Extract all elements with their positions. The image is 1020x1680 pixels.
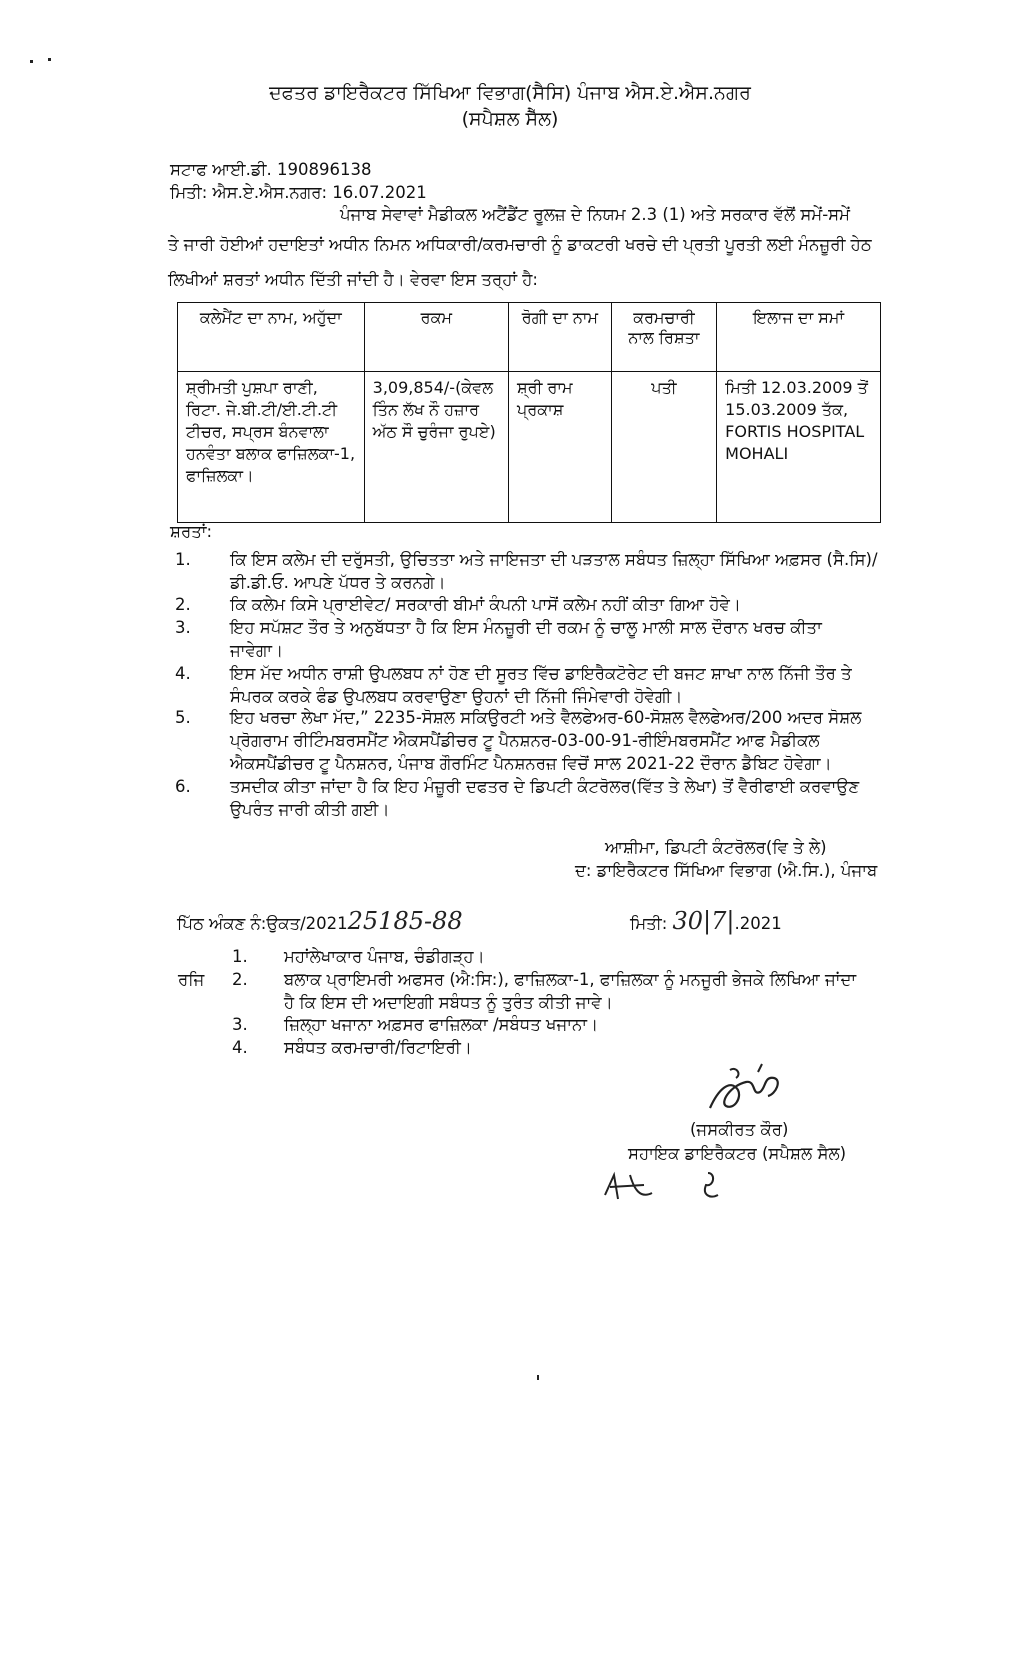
cell-amount: 3,09,854/-(ਕੇਵਲ ਤਿੰਨ ਲੱਖ ਨੌ ਹਜ਼ਾਰ ਅੱਠ ਸੌ ਚੁਰੰਜਾ ਰੁਪਏ)	[364, 372, 508, 523]
condition-number: 5.	[175, 708, 191, 727]
endorsement-label: ਪਿੱਠ ਅੰਕਣ ਨੰ:ਉਕਤ/2021	[177, 914, 348, 933]
staff-id: ਸਟਾਫ ਆਈ.ਡੀ. 190896138	[170, 160, 372, 179]
condition-text: ਇਹ ਸਪੱਸ਼ਟ ਤੌਰ ਤੇ ਅਨੁਬੱਧਤਾ ਹੈ ਕਿ ਇਸ ਮੰਨਜ਼ੂਰੀ ਦੀ ਰਕਮ ਨੂੰ ਚਾਲੂ ਮਾਲੀ ਸਾਲ ਦੌਰਾਨ ਖਰਚ ਕੀਤਾ	[230, 618, 822, 637]
intro-line-3: ਲਿਖੀਆਂ ਸ਼ਰਤਾਂ ਅਧੀਨ ਦਿੱਤੀ ਜਾਂਦੀ ਹੈ। ਵੇਰਵਾ ਇਸ ਤਰ੍ਹਾਂ ਹੈ:	[168, 270, 538, 289]
office-subheader: (ਸਪੈਸ਼ਲ ਸੈੱਲ)	[461, 108, 559, 130]
issue-date: ਮਿਤੀ: ਐਸ.ਏ.ਐਸ.ਨਗਰ: 16.07.2021	[170, 183, 427, 202]
condition-text: ਸੰਪਰਕ ਕਰਕੇ ਫੰਡ ਉਪਲਬਧ ਕਰਵਾਉਣਾ ਉਹਨਾਂ ਦੀ ਨਿੱਜੀ ਜਿੰਮੇਵਾਰੀ ਹੋਵੇਗੀ।	[230, 687, 683, 706]
condition-number: 1.	[175, 550, 191, 569]
scan-mark	[30, 60, 33, 63]
cell-claimant: ਸ਼੍ਰੀਮਤੀ ਪੁਸ਼ਪਾ ਰਾਣੀ, ਰਿਟਾ. ਜੇ.ਬੀ.ਟੀ/ਈ.ਟੀ.ਟੀ ਟੀਚਰ, ਸਪ੍ਰਸ ਬੰਨਵਾਲਾ ਹਨਵੰਤਾ ਬਲਾਕ ਫਾਜ਼ਿਲਕਾ-1, ਫਾਜ਼ਿਲਕਾ।	[178, 372, 365, 523]
endorsement-number	[177, 907, 463, 935]
header-relation: ਕਰਮਚਾਰੀ ਨਾਲ ਰਿਸ਼ਤਾ	[611, 303, 716, 372]
conditions-title: ਸ਼ਰਤਾਂ:	[170, 522, 213, 541]
scan-mark	[48, 58, 51, 61]
recipient-text: ਸਬੰਧਤ ਕਰਮਚਾਰੀ/ਰਿਟਾਇਰੀ।	[284, 1038, 472, 1057]
signatory-title: ਸਹਾਇਕ ਡਾਇਰੈਕਟਰ (ਸਪੈਸ਼ਲ ਸੈਲ)	[628, 1144, 847, 1163]
handwritten-endorsement-number: 25185-88	[347, 907, 463, 935]
date-label: ਮਿਤੀ:	[630, 914, 668, 933]
registered-prefix: ਰਜਿ	[178, 970, 205, 989]
signatory-name: (ਜਸਕੀਰਤ ਕੌਰ)	[690, 1120, 789, 1139]
header-treatment: ਇਲਾਜ ਦਾ ਸਮਾਂ	[717, 303, 881, 372]
intro-line-2: ਤੇ ਜਾਰੀ ਹੋਈਆਂ ਹਦਾਇਤਾਂ ਅਧੀਨ ਨਿਮਨ ਅਧਿਕਾਰੀ/ਕਰਮਚਾਰੀ ਨੂੰ ਡਾਕਟਰੀ ਖਰਚੇ ਦੀ ਪ੍ਰਤੀ ਪੂਰਤੀ ਲਈ ਮੰਨਜ਼ੂਰੀ ਹੇਠ	[168, 235, 872, 254]
claims-table	[177, 302, 881, 523]
cell-patient: ਸ਼੍ਰੀ ਰਾਮ ਪ੍ਰਕਾਸ਼	[509, 372, 612, 523]
recipient-text: ਬਲਾਕ ਪ੍ਰਾਇਮਰੀ ਅਫਸਰ (ਐ:ਸਿ:), ਫਾਜ਼ਿਲਕਾ-1, ਫਾਜ਼ਿਲਕਾ ਨੂੰ ਮਨਜੂਰੀ ਭੇਜਕੇ ਲਿਖਿਆ ਜਾਂਦਾ	[284, 970, 857, 989]
table-header-row	[178, 303, 881, 372]
header-claimant: ਕਲੇਮੈਂਟ ਦਾ ਨਾਮ, ਅਹੁੱਦਾ	[178, 303, 365, 372]
condition-number: 4.	[175, 664, 191, 683]
header-amount: ਰਕਮ	[364, 303, 508, 372]
header-patient: ਰੋਗੀ ਦਾ ਨਾਮ	[509, 303, 612, 372]
office-header: ਦਫਤਰ ਡਾਇਰੈਕਟਰ ਸਿੱਖਿਆ ਵਿਭਾਗ(ਸੈਸਿ) ਪੰਜਾਬ ਐਸ.ਏ.ਐਸ.ਨਗਰ	[269, 82, 751, 104]
recipient-number: 4.	[232, 1038, 248, 1057]
condition-text: ਇਹ ਖਰਚਾ ਲੇਖਾ ਮੱਦ,” 2235-ਸੋਸ਼ਲ ਸਕਿਉਰਟੀ ਅਤੇ ਵੈਲਫੇਅਰ-60-ਸੋਸ਼ਲ ਵੈਲਫੇਅਰ/200 ਅਦਰ ਸੋਸ਼ਲ	[230, 708, 862, 727]
condition-text: ਕਿ ਇਸ ਕਲੇਮ ਦੀ ਦਰੁੱਸਤੀ, ਉਚਿਤਤਾ ਅਤੇ ਜਾਇਜਤਾ ਦੀ ਪੜਤਾਲ ਸਬੰਧਤ ਜ਼ਿਲ੍ਹਾ ਸਿੱਖਿਆ ਅਫ਼ਸਰ (ਸੈ.ਸਿ)/	[230, 550, 878, 569]
condition-number: 6.	[175, 777, 191, 796]
recipient-text: ਮਹਾਂਲੇਖਾਕਾਰ ਪੰਜਾਬ, ਚੰਡੀਗੜ੍ਹ।	[284, 947, 485, 966]
condition-text: ਜਾਵੇਗਾ।	[230, 641, 284, 660]
condition-text: ਕਿ ਕਲੇਮ ਕਿਸੇ ਪ੍ਰਾਈਵੇਟ/ ਸਰਕਾਰੀ ਬੀਮਾਂ ਕੰਪਨੀ ਪਾਸੋਂ ਕਲੇਮ ਨਹੀਂ ਕੀਤਾ ਗਿਆ ਹੋਵੇ।	[230, 595, 741, 614]
approval-line-1: ਆਸ਼ੀਮਾ, ਡਿਪਟੀ ਕੰਟਰੋਲਰ(ਵਿ ਤੇ ਲੇ)	[605, 838, 827, 857]
condition-text: ਉਪਰੰਤ ਜਾਰੀ ਕੀਤੀ ਗਈ।	[230, 800, 390, 819]
cell-treatment: ਮਿਤੀ 12.03.2009 ਤੋਂ 15.03.2009 ਤੱਕ, FORTIS HOSPITAL MOHALI	[717, 372, 881, 523]
endorsement-date	[630, 907, 782, 935]
date-year: .2021	[734, 914, 782, 933]
recipient-text: ਹੈ ਕਿ ਇਸ ਦੀ ਅਦਾਇਗੀ ਸਬੰਧਤ ਨੂੰ ਤੁਰੰਤ ਕੀਤੀ ਜਾਵੇ।	[284, 993, 613, 1012]
initials-scribble	[600, 1165, 750, 1210]
scan-mark	[537, 1375, 539, 1380]
cell-relation: ਪਤੀ	[611, 372, 716, 523]
recipient-number: 2.	[232, 970, 248, 989]
condition-text: ਤਸਦੀਕ ਕੀਤਾ ਜਾਂਦਾ ਹੈ ਕਿ ਇਹ ਮੰਜ਼ੂਰੀ ਦਫਤਰ ਦੇ ਡਿਪਟੀ ਕੰਟਰੋਲਰ(ਵਿੱਤ ਤੇ ਲੇਖਾ) ਤੋਂ ਵੈਰੀਫਾਈ ਕਰਵਾਉਣ	[230, 777, 860, 796]
handwritten-date: 30|7|	[672, 907, 735, 935]
condition-number: 2.	[175, 595, 191, 614]
intro-line-1: ਪੰਜਾਬ ਸੇਵਾਵਾਂ ਮੈਡੀਕਲ ਅਟੈਂਡੈਂਟ ਰੂਲਜ਼ ਦੇ ਨਿਯਮ 2.3 (1) ਅਤੇ ਸਰਕਾਰ ਵੱਲੋਂ ਸਮੇਂ-ਸਮੇਂ	[340, 205, 851, 224]
condition-number: 3.	[175, 618, 191, 637]
recipient-number: 3.	[232, 1015, 248, 1034]
signature-image	[690, 1060, 800, 1120]
condition-text: ਡੀ.ਡੀ.ਓ. ਆਪਣੇ ਪੱਧਰ ਤੇ ਕਰਨਗੇ।	[230, 573, 446, 592]
recipient-number: 1.	[232, 947, 248, 966]
condition-text: ਇਸ ਮੱਦ ਅਧੀਨ ਰਾਸ਼ੀ ਉਪਲਬਧ ਨਾਂ ਹੋਣ ਦੀ ਸੂਰਤ ਵਿੱਚ ਡਾਇਰੈਕਟੋਰੇਟ ਦੀ ਬਜਟ ਸ਼ਾਖਾ ਨਾਲ ਨਿੱਜੀ ਤੌਰ ਤੇ	[230, 664, 852, 683]
table-row	[178, 372, 881, 523]
approval-line-2: ਦ: ਡਾਇਰੈਕਟਰ ਸਿੱਖਿਆ ਵਿਭਾਗ (ਐ.ਸਿ.), ਪੰਜਾਬ	[575, 861, 878, 880]
recipient-text: ਜ਼ਿਲ੍ਹਾ ਖਜਾਨਾ ਅਫ਼ਸਰ ਫਾਜ਼ਿਲਕਾ /ਸਬੰਧਤ ਖਜਾਨਾ।	[284, 1015, 599, 1034]
condition-text: ਪ੍ਰੋਗਰਾਮ ਰੀਟਿੰਮਬਰਸਮੈਂਟ ਐਕਸਪੈਂਡੀਚਰ ਟੂ ਪੈਨਸ਼ਨਰ-03-00-91-ਰੀਇੰਮਬਰਸਮੈਂਟ ਆਫ ਮੈਡੀਕਲ	[230, 731, 820, 750]
condition-text: ਐਕਸਪੈਂਡੀਚਰ ਟੂ ਪੈਨਸ਼ਨਰ, ਪੰਜਾਬ ਗੌਰਮਿੰਟ ਪੈਨਸ਼ਨਰਜ਼ ਵਿਚੋਂ ਸਾਲ 2021-22 ਦੌਰਾਨ ਡੈਬਿਟ ਹੋਵੇਗਾ।	[230, 754, 832, 773]
